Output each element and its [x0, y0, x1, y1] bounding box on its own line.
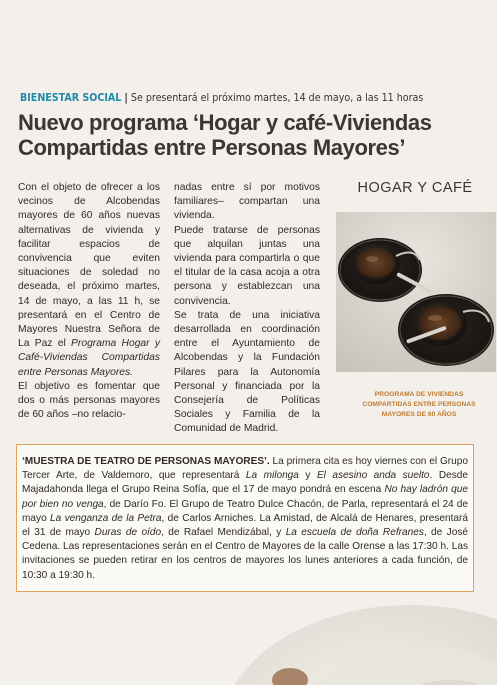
decorative-bowl-photo: [220, 585, 497, 685]
play-title-4: La venganza de la Petra: [50, 512, 162, 524]
paragraph-initiative: Se trata de una iniciativa desarrollada en coordinación entre el Ayuntamiento de Alcobendas y la Fundación Pilares para la Autonomía Personal y financiada por la Consejería de Políticas Sociales y Familia de la Comunidad de Madrid.: [174, 309, 320, 435]
theater-box-text: [22, 455, 468, 583]
paragraph-continuation: nadas entre sí por motivos familiares– compartan una vivienda.: [174, 182, 320, 222]
coffee-cups-photo: [336, 212, 496, 372]
play-title-5: Duras de oído: [94, 527, 162, 539]
box-text-5: , de Carlos Arniches. La Amistad, de Alcalá de Henares, presentará el 31 de mayo: [22, 512, 468, 539]
box-text-4: , de Darío Fo. El Grupo de Teatro Dulce Chacón, de Parla, representará el 24 de mayo: [22, 498, 468, 524]
program-name: Programa Hogar y Café-Viviendas Compartidas entre Personas Mayores.: [18, 338, 161, 378]
kicker-line: [20, 91, 490, 105]
article-column-2: [174, 181, 320, 437]
box-text-7: , de José Cedena. Las representaciones serán en el Centro de Mayores de la calle Orense a las 17:30 h. Las invitaciones se pueden retirar en los centros de mayores los lunes anteriores a cada función, de 10:30 a 19:30 h.: [22, 527, 468, 581]
box-text-6: , de Rafael Mendizábal, y: [161, 527, 286, 539]
paragraph-objective: El objetivo es fomentar que dos o más personas mayores de 60 años –no relacio-: [18, 380, 160, 421]
figure-caption: PROGRAMA DE VIVIENDAS COMPARTIDAS ENTRE PERSONAS MAYORES DE 60 AÑOS: [362, 391, 476, 418]
article-headline: Nuevo programa ‘Hogar y café-Viviendas Compartidas entre Personas Mayores’: [18, 110, 432, 160]
play-title-1: La milonga: [245, 470, 299, 482]
article-column-1: [18, 181, 160, 422]
play-title-6: La escuela de doña Refranes: [285, 527, 424, 539]
box-text-3: . Desde Majadahonda llega el Grupo Reina Sofía, que el 17 de mayo pondrá en escena: [22, 470, 469, 496]
kicker-separator: |: [124, 92, 128, 104]
kicker-text: Se presentará el próximo martes, 14 de mayo, a las 11 horas: [130, 92, 424, 104]
box-text-2: y: [298, 470, 317, 482]
intro-text: Con el objeto de ofrecer a los vecinos de Alcobendas mayores de 60 años nuevas alternativas de vivienda y facilitar espacios de convivencia que eviten situaciones de soledad no deseada, el próximo martes, 14 de mayo, a las 11 h, se presentará en el Centro de Mayores Nuestra Señora de La Paz el: [18, 182, 160, 350]
play-title-2: El asesino anda suelto: [316, 470, 430, 482]
paragraph-options: Puede tratarse de personas que alquilan juntas una vivienda para compartirla o que el titular de la casa acoja a otra persona y establezcan una convivencia.: [174, 224, 320, 307]
play-title-3: No hay ladrón que por bien no venga: [22, 484, 468, 510]
box-text-1: La primera cita es hoy viernes con el Grupo Tercer Arte, de Valdemoro, que representará: [22, 456, 468, 482]
figure-title: HOGAR Y CAFÉ: [357, 180, 473, 196]
section-label: BIENESTAR SOCIAL: [20, 92, 122, 104]
paragraph-intro: [18, 181, 160, 380]
theater-box-lead: ‘MUESTRA DE TEATRO DE PERSONAS MAYORES’.: [22, 456, 270, 467]
coffee-cups-illustration: [336, 212, 496, 372]
